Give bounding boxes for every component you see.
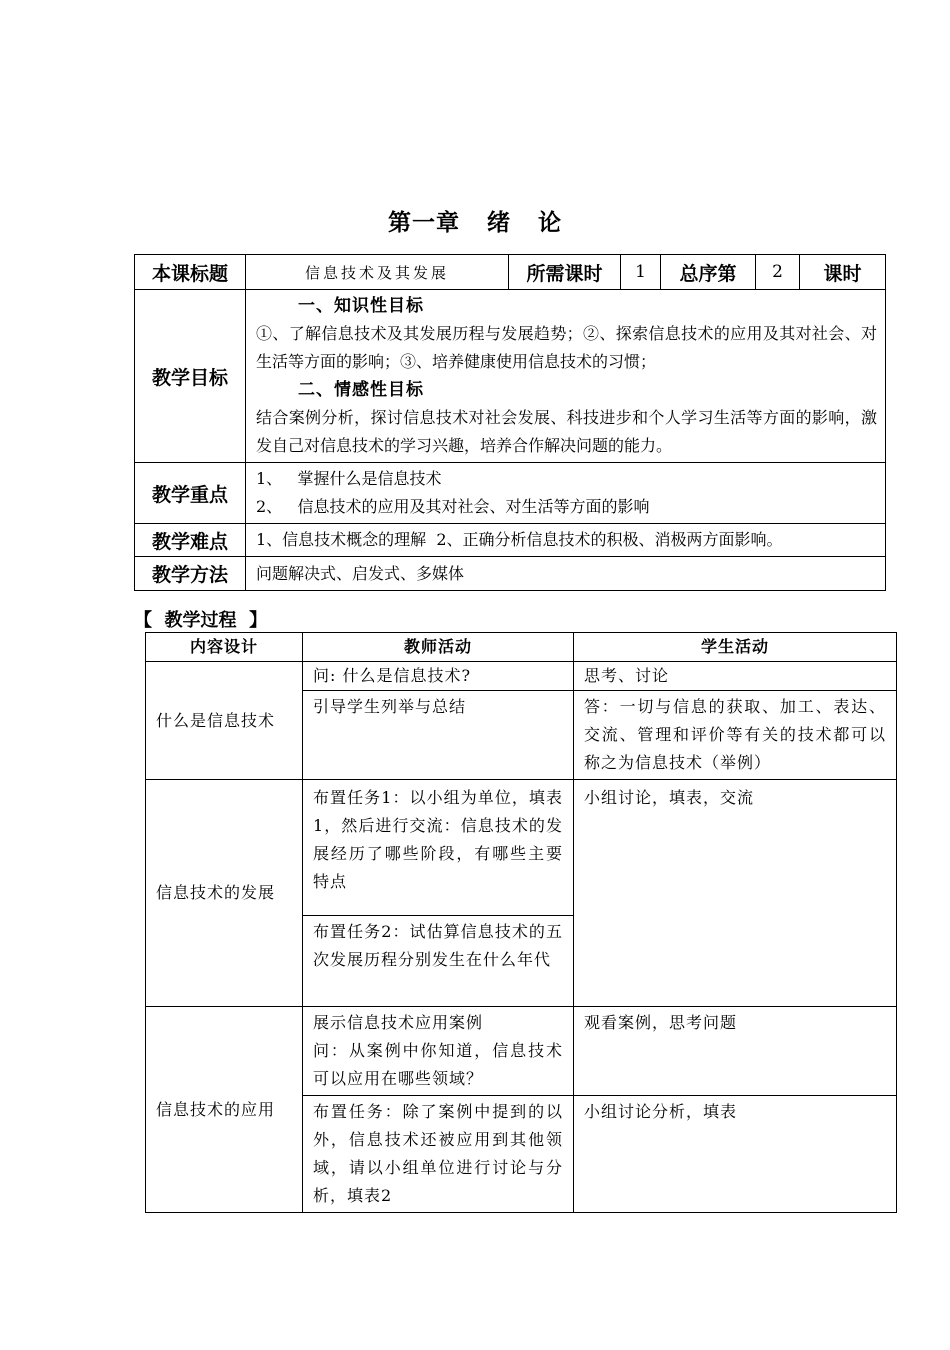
knowledge-goal-text: ①、了解信息技术及其发展历程与发展趋势；②、探索信息技术的应用及其对社会、对生活等方面的影响；③、培养健康使用信息技术的习惯； (256, 324, 877, 371)
student-activity: 观看案例，思考问题 (574, 1007, 897, 1096)
difficulty-value: 1、信息技术概念的理解 2、正确分析信息技术的积极、消极两方面影响。 (246, 524, 886, 557)
teacher-activity: 问: 什么是信息技术? (303, 662, 574, 691)
section-topic-application: 信息技术的应用 (146, 1007, 303, 1213)
teacher-activity: 布置任务2：试估算信息技术的五次发展历程分别发生在什么年代 (303, 916, 574, 1007)
header-student-activity: 学生活动 (574, 633, 897, 662)
hours-label: 所需课时 (509, 255, 621, 290)
sequence-label: 总序第 (661, 255, 756, 290)
header-teacher-activity: 教师活动 (303, 633, 574, 662)
key-point-1: 1、 掌握什么是信息技术 (256, 469, 442, 488)
section-topic-development: 信息技术的发展 (146, 780, 303, 1007)
student-activity: 思考、讨论 (574, 662, 897, 691)
student-activity: 小组讨论分析，填表 (574, 1096, 897, 1213)
teacher-activity: 展示信息技术应用案例 问：从案例中你知道，信息技术可以应用在哪些领域？ (303, 1007, 574, 1096)
teacher-activity: 引导学生列举与总结 (303, 691, 574, 780)
goals-cell (246, 290, 886, 463)
topic-value: 信息技术及其发展 (246, 255, 509, 290)
method-label: 教学方法 (135, 557, 246, 591)
sequence-value: 2 (756, 255, 800, 290)
header-content-design: 内容设计 (146, 633, 303, 662)
section-topic-what-is-it: 什么是信息技术 (146, 662, 303, 780)
method-value: 问题解决式、启发式、多媒体 (246, 557, 886, 591)
student-activity: 答：一切与信息的获取、加工、表达、交流、管理和评价等有关的技术都可以称之为信息技术（举例） (574, 691, 897, 780)
teacher-activity: 布置任务：除了案例中提到的以外，信息技术还被应用到其他领域，请以小组单位进行讨论与分析，填表2 (303, 1096, 574, 1213)
key-point-2: 2、 信息技术的应用及其对社会、对生活等方面的影响 (256, 497, 650, 516)
goals-label: 教学目标 (135, 290, 246, 463)
student-activity: 小组讨论，填表，交流 (574, 780, 897, 1007)
teaching-process-table (145, 632, 897, 1213)
key-points-label: 教学重点 (135, 463, 246, 524)
topic-label: 本课标题 (135, 255, 246, 290)
lesson-info-table (134, 254, 886, 591)
difficulty-label: 教学难点 (135, 524, 246, 557)
process-section-label: 【 教学过程 】 (134, 610, 268, 631)
key-points-cell (246, 463, 886, 524)
hours-value: 1 (621, 255, 661, 290)
page-title: 第一章 绪 论 (387, 210, 563, 236)
teacher-activity: 布置任务1：以小组为单位，填表1，然后进行交流：信息技术的发展经历了哪些阶段，有哪些主要特点 (303, 780, 574, 916)
unit-label: 课时 (800, 255, 886, 290)
emotional-goal-heading: 二、情感性目标 (298, 380, 424, 400)
emotional-goal-text: 结合案例分析，探讨信息技术对社会发展、科技进步和个人学习生活等方面的影响，激发自己对信息技术的学习兴趣，培养合作解决问题的能力。 (256, 408, 877, 455)
knowledge-goal-heading: 一、知识性目标 (298, 296, 424, 316)
